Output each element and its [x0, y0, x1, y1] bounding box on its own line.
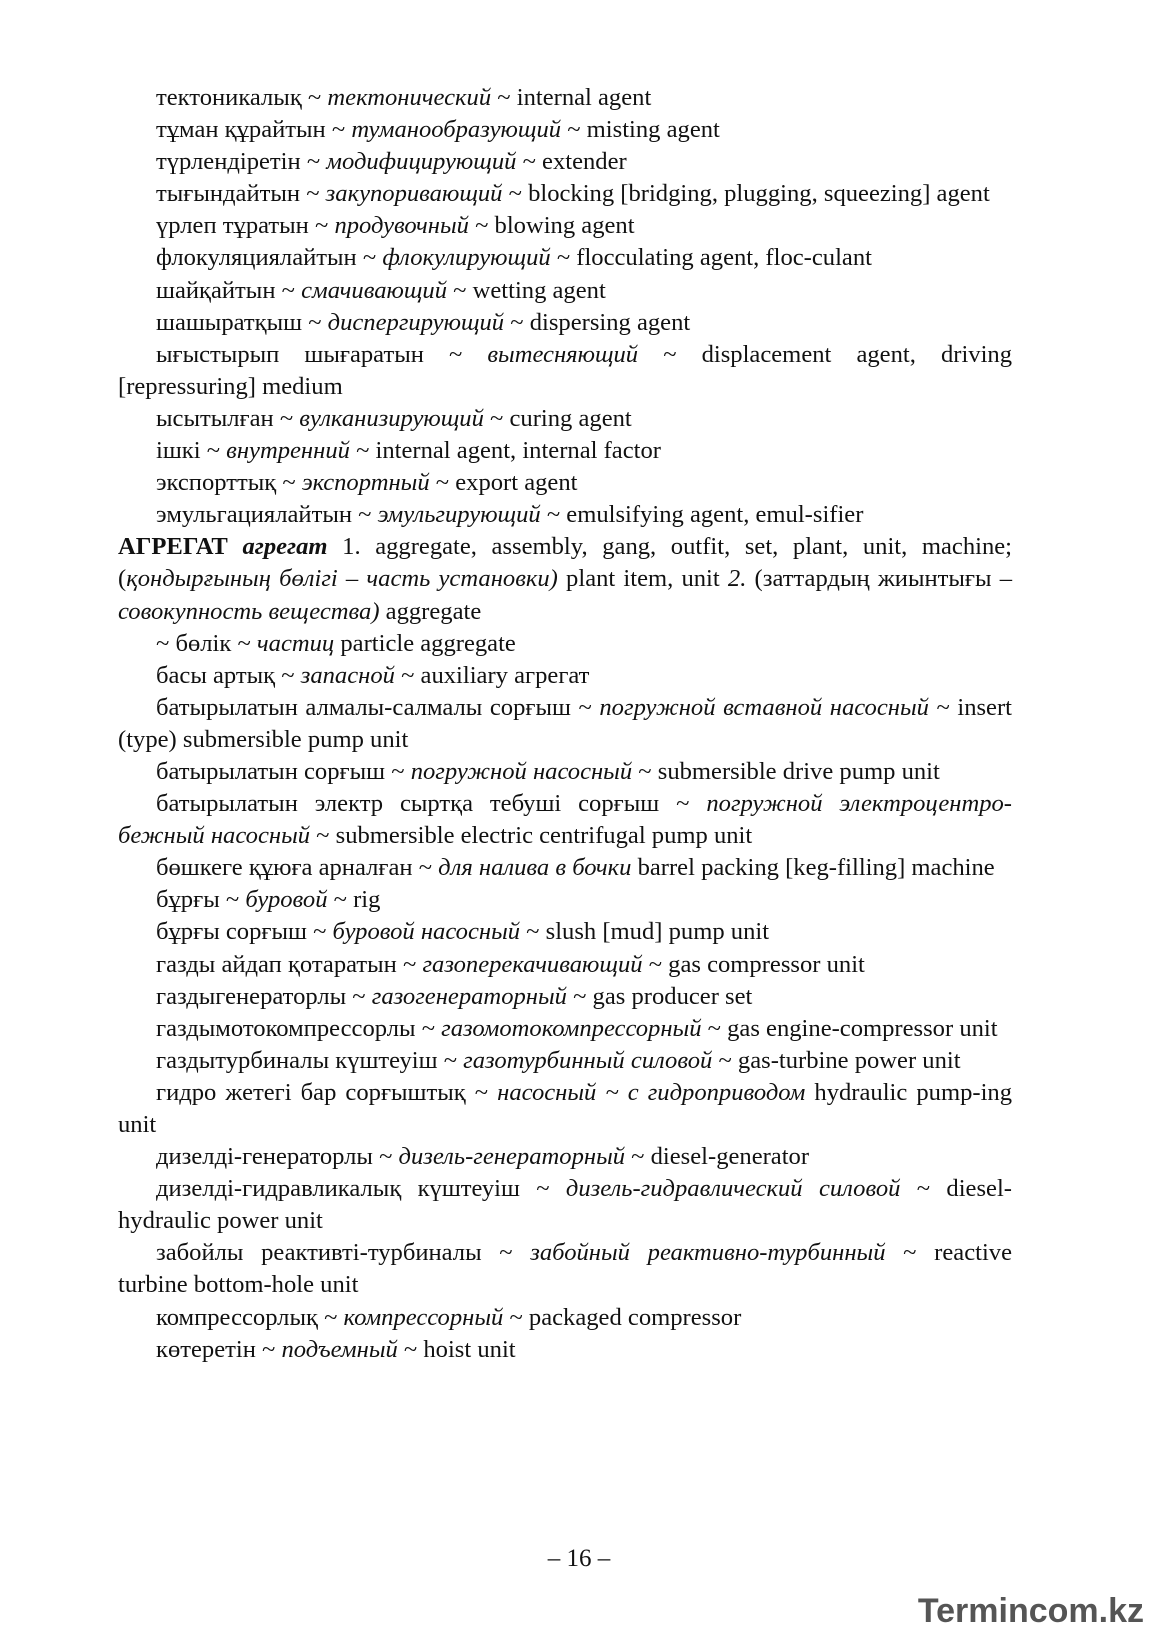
- dictionary-entry: [118, 1334, 1012, 1366]
- kazakh-term: бұрғы сорғыш ~: [156, 918, 333, 946]
- english-term: ~ submersible electric centrifugal pump unit: [310, 822, 753, 850]
- dictionary-entry: [118, 435, 1012, 467]
- russian-term: газотурбинный силовой: [463, 1046, 713, 1074]
- dictionary-entry: [118, 1302, 1012, 1334]
- dictionary-entry: [118, 660, 1012, 692]
- russian-term: насосный ~ с гидроприводом: [497, 1078, 806, 1106]
- russian-term: модифицирующий: [326, 148, 517, 176]
- kazakh-term: ығыстырып шығаратын ~: [156, 340, 488, 368]
- dictionary-entry: [118, 146, 1012, 178]
- english-term: ~ gas producer set: [566, 982, 753, 1010]
- russian-term: буровой: [245, 886, 328, 914]
- dictionary-entry: [118, 884, 1012, 916]
- kazakh-term: бұрғы ~: [156, 886, 246, 914]
- dictionary-entry: [118, 210, 1012, 242]
- dictionary-entry: [118, 242, 1012, 274]
- dictionary-entry: [118, 692, 1012, 756]
- dictionary-page: [118, 82, 1012, 1366]
- russian-term: внутренний: [226, 437, 350, 465]
- english-term: ~ blowing agent: [468, 212, 635, 240]
- english-term: ~ auxiliary агрегат: [394, 661, 590, 689]
- russian-term: смачивающий: [301, 276, 447, 304]
- headword-sense-1-cont: plant item, unit: [557, 565, 728, 593]
- headword-kazakh-note-1: қондырғының бөлігі –: [126, 565, 367, 593]
- russian-term: вытесняющий: [487, 340, 639, 368]
- kazakh-term: забойлы реактивті-турбиналы ~: [156, 1239, 531, 1267]
- russian-term: запасной: [300, 661, 395, 689]
- english-term: ~ wetting agent: [447, 276, 606, 304]
- russian-term: тектонический: [327, 84, 492, 111]
- kazakh-term: ішкі ~: [156, 437, 227, 465]
- russian-term: погружной электроцентро-бежный насосный: [118, 790, 1013, 850]
- english-term: ~ extender: [516, 148, 627, 176]
- headword-russian-note-2: совокупность вещества): [118, 597, 380, 625]
- russian-term: вулканизирующий: [299, 404, 484, 432]
- page-number: – 16 –: [547, 1545, 611, 1572]
- headword-sense-number-2: 2.: [727, 565, 747, 593]
- english-term: ~ curing agent: [483, 404, 632, 432]
- kazakh-term: ысытылған ~: [156, 404, 300, 432]
- kazakh-term: газдыгенераторлы ~: [156, 982, 372, 1010]
- kazakh-term: батырылатын электр сыртқа тебуші сорғыш ~: [156, 790, 707, 818]
- dictionary-entry: [118, 403, 1012, 435]
- russian-term: дизель-гидравлический силовой: [565, 1175, 901, 1203]
- english-term: ~ misting agent: [561, 116, 720, 144]
- english-term: ~ internal agent: [491, 84, 652, 111]
- kazakh-term: батырылатын алмалы-салмалы сорғыш ~: [156, 693, 600, 721]
- english-term: ~ flocculating agent, floc-culant: [550, 244, 872, 272]
- english-term: ~ packaged compressor: [503, 1303, 742, 1331]
- kazakh-term: тұман құрайтын ~: [156, 116, 352, 144]
- russian-term: туманообразующий: [351, 116, 562, 144]
- english-term: ~ diesel-hydraulic power unit: [118, 1175, 1012, 1235]
- kazakh-term: түрлендіретін ~: [156, 148, 327, 176]
- headword: АГРЕГАТ: [118, 533, 228, 561]
- dictionary-entry: [118, 1013, 1012, 1045]
- russian-term: погружной вставной насосный: [599, 693, 929, 721]
- russian-term: погружной насосный: [410, 757, 633, 785]
- kazakh-term: эмульгациялайтын ~: [156, 501, 378, 529]
- kazakh-term: тектоникалық ~: [156, 84, 328, 111]
- kazakh-term: компрессорлық ~: [156, 1303, 344, 1331]
- dictionary-entry: [118, 788, 1012, 852]
- english-term: ~ gas-turbine power unit: [712, 1046, 961, 1074]
- english-term: ~ emulsifying agent, emul-sifier: [540, 501, 864, 529]
- dictionary-entry: [118, 307, 1012, 339]
- english-term: ~ slush [mud] pump unit: [520, 918, 770, 946]
- english-term: ~ export agent: [429, 469, 578, 497]
- english-term: hydraulic pump-ing unit: [118, 1078, 1012, 1138]
- headword-sense-2: aggregate: [379, 597, 482, 625]
- kazakh-term: гидро жетегі бар сорғыштық ~: [156, 1078, 498, 1106]
- dictionary-entry: [118, 1077, 1012, 1141]
- kazakh-term: көтеретін ~: [156, 1335, 282, 1363]
- english-term: ~ gas compressor unit: [642, 950, 865, 978]
- english-term: barrel packing [keg-filling] machine: [631, 854, 995, 882]
- kazakh-term: бөшкеге құюға арналған ~: [156, 854, 439, 882]
- english-term: ~ submersible drive pump unit: [632, 757, 940, 785]
- dictionary-entry: [118, 1237, 1012, 1301]
- dictionary-entry: [118, 499, 1012, 531]
- kazakh-term: тығындайтын ~: [156, 180, 326, 208]
- english-term: ~ reactive turbine bottom-hole unit: [118, 1239, 1012, 1299]
- russian-term: экспортный: [301, 469, 430, 497]
- english-term: ~ dispersing agent: [504, 308, 691, 336]
- headword-russian: агрегат: [242, 533, 328, 561]
- english-term: ~ rig: [327, 886, 381, 914]
- dictionary-entry: [118, 852, 1012, 884]
- kazakh-term: дизелді-гидравликалық күштеуіш ~: [156, 1175, 566, 1203]
- russian-term: закупоривающий: [325, 180, 503, 208]
- dictionary-entry: [118, 178, 1012, 210]
- dictionary-entry: [118, 82, 1012, 114]
- kazakh-term: ~ бөлік ~: [156, 629, 257, 657]
- headword-entry: [118, 531, 1012, 627]
- russian-term: буровой насосный: [332, 918, 521, 946]
- russian-term: газомотокомпрессорный: [441, 1014, 702, 1042]
- russian-term: забойный реактивно-турбинный: [530, 1239, 886, 1267]
- english-term: ~ hoist unit: [397, 1335, 516, 1363]
- russian-term: газогенераторный: [371, 982, 567, 1010]
- russian-term: дизель-генераторный: [398, 1143, 626, 1171]
- kazakh-term: флокуляциялайтын ~: [156, 244, 383, 272]
- kazakh-term: үрлеп тұратын ~: [156, 212, 335, 240]
- dictionary-entry: [118, 1141, 1012, 1173]
- dictionary-entry: [118, 1045, 1012, 1077]
- russian-term: компрессорный: [343, 1303, 504, 1331]
- headword-russian-note-1: часть установки): [366, 565, 558, 593]
- kazakh-term: газдытурбиналы күштеуіш ~: [156, 1046, 464, 1074]
- dictionary-entry: [118, 467, 1012, 499]
- dictionary-entry: [118, 628, 1012, 660]
- kazakh-term: экспорттық ~: [156, 469, 302, 497]
- russian-term: эмульгирующий: [377, 501, 541, 529]
- english-term: ~ internal agent, internal factor: [349, 437, 661, 465]
- dictionary-entry: [118, 981, 1012, 1013]
- russian-term: для налива в бочки: [438, 854, 632, 882]
- dictionary-entry: [118, 275, 1012, 307]
- kazakh-term: шашыратқыш ~: [156, 308, 328, 336]
- russian-term: газоперекачивающий: [422, 950, 643, 978]
- english-term: ~ gas engine-compressor unit: [701, 1014, 998, 1042]
- headword-kazakh-note-2: (заттардың жиынтығы –: [746, 565, 1013, 593]
- russian-term: диспергирующий: [327, 308, 505, 336]
- russian-term: частиц: [256, 629, 335, 657]
- kazakh-term: газдымотокомпрессорлы ~: [156, 1014, 442, 1042]
- dictionary-entry: [118, 916, 1012, 948]
- kazakh-term: газды айдап қотаратын ~: [156, 950, 423, 978]
- english-term: ~ blocking [bridging, plugging, squeezing] agent: [502, 180, 990, 208]
- kazakh-term: басы артық ~: [156, 661, 301, 689]
- watermark-logo: Termincom.kz: [917, 1592, 1144, 1630]
- russian-term: флокулирующий: [382, 244, 551, 272]
- dictionary-entry: [118, 949, 1012, 981]
- kazakh-term: дизелді-генераторлы ~: [156, 1143, 399, 1171]
- kazakh-term: шайқайтын ~: [156, 276, 302, 304]
- english-term: ~ insert (type) submersible pump unit: [118, 693, 1012, 753]
- english-term: ~ diesel-generator: [625, 1143, 810, 1171]
- dictionary-entry: [118, 339, 1012, 403]
- kazakh-term: батырылатын сорғыш ~: [156, 757, 411, 785]
- russian-term: продувочный: [334, 212, 469, 240]
- russian-term: подъемный: [281, 1335, 398, 1363]
- headword-sense-1: 1. aggregate, assembly, gang, outfit, set, plant, unit, machine; (: [118, 533, 1013, 593]
- dictionary-entry: [118, 1173, 1012, 1237]
- english-term: ~ displacement agent, driving [repressuring] medium: [118, 340, 1012, 400]
- dictionary-entry: [118, 756, 1012, 788]
- english-term: particle aggregate: [334, 629, 516, 657]
- dictionary-entry: [118, 114, 1012, 146]
